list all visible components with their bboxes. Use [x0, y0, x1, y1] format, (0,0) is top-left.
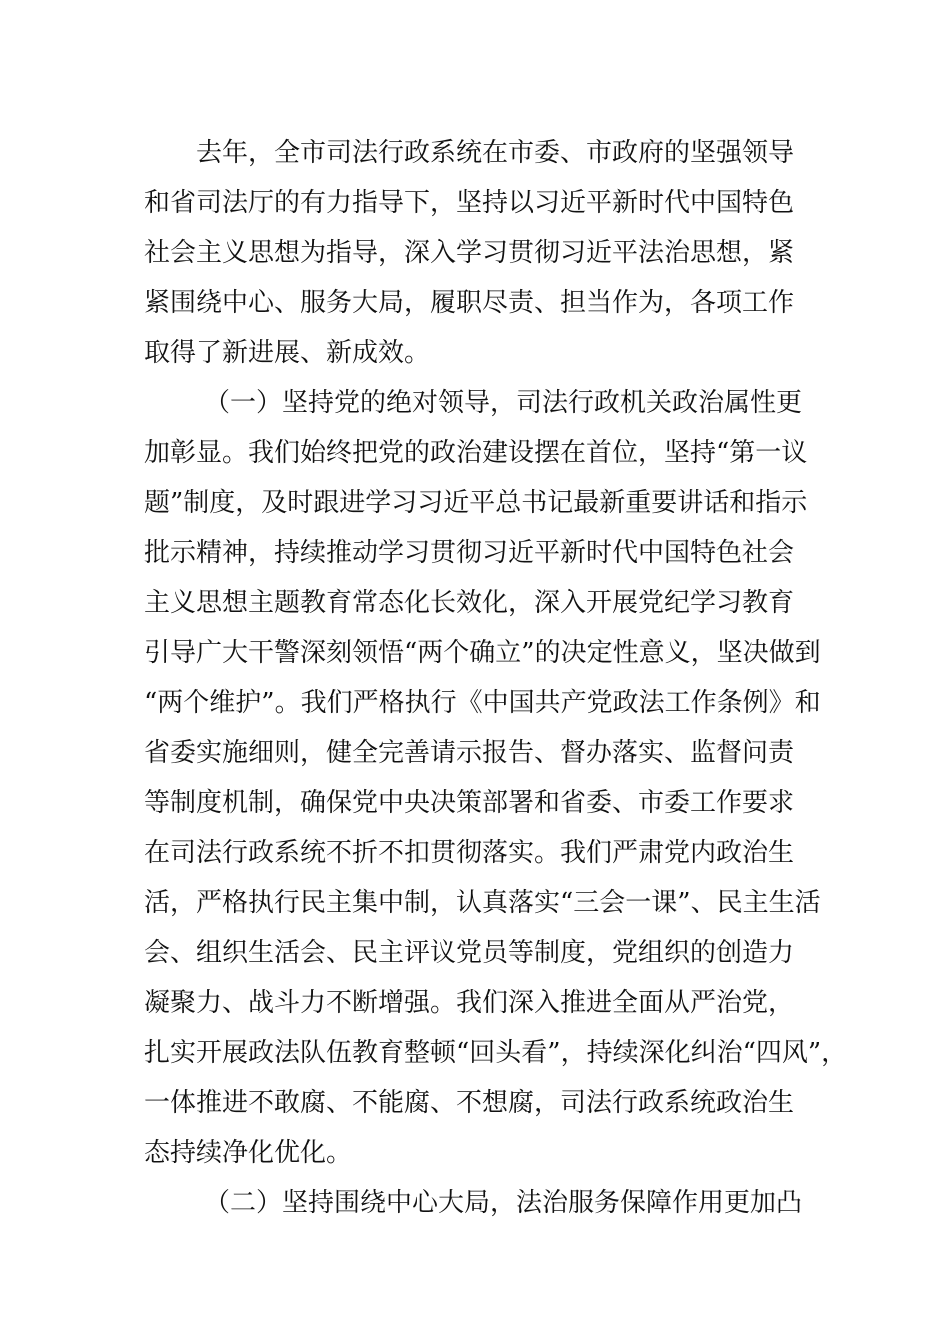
section-1-line-8: 省委实施细则，健全完善请示报告、督办落实、监督问责	[144, 738, 795, 768]
paragraph-1-line-4: 紧围绕中心、服务大局，履职尽责、担当作为，各项工作	[144, 288, 795, 318]
paragraph-1-line-2: 和省司法厅的有力指导下，坚持以习近平新时代中国特色	[144, 188, 795, 218]
section-2-heading-line: （二）坚持围绕中心大局，法治服务保障作用更加凸	[204, 1188, 803, 1218]
section-1-line-9: 等制度机制，确保党中央决策部署和省委、市委工作要求	[144, 788, 795, 818]
section-1-line-7: “两个维护”。我们严格执行《中国共产党政法工作条例》和	[144, 688, 821, 718]
section-1-line-12: 会、组织生活会、民主评议党员等制度，党组织的创造力	[144, 938, 795, 968]
section-1-line-10: 在司法行政系统不折不扣贯彻落实。我们严肃党内政治生	[144, 838, 795, 868]
section-1-line-16: 态持续净化优化。	[144, 1138, 353, 1168]
section-1-line-6: 引导广大干警深刻领悟“两个确立”的决定性意义，坚决做到	[144, 638, 821, 668]
section-1-line-14: 扎实开展政法队伍教育整顿“回头看”，持续深化纠治“四风”，	[144, 1038, 848, 1068]
paragraph-1-line-1: 去年，全市司法行政系统在市委、市政府的坚强领导	[196, 138, 795, 168]
document-body	[144, 128, 848, 1228]
section-1-line-13: 凝聚力、战斗力不断增强。我们深入推进全面从严治党，	[144, 988, 795, 1018]
section-1-line-2: 加彰显。我们始终把党的政治建设摆在首位，坚持“第一议	[144, 438, 808, 468]
section-1-line-15: 一体推进不敢腐、不能腐、不想腐，司法行政系统政治生	[144, 1088, 795, 1118]
paragraph-1-line-3: 社会主义思想为指导，深入学习贯彻习近平法治思想，紧	[144, 238, 795, 268]
paragraph-1-line-5: 取得了新进展、新成效。	[144, 338, 431, 368]
section-1-heading-line: （一）坚持党的绝对领导，司法行政机关政治属性更	[204, 388, 803, 418]
section-1-line-3: 题”制度，及时跟进学习习近平总书记最新重要讲话和指示	[144, 488, 808, 518]
section-1-line-5: 主义思想主题教育常态化长效化，深入开展党纪学习教育	[144, 588, 795, 618]
section-1-line-4: 批示精神，持续推动学习贯彻习近平新时代中国特色社会	[144, 538, 795, 568]
section-1-line-11: 活，严格执行民主集中制，认真落实“三会一课”、民主生活	[144, 888, 821, 918]
